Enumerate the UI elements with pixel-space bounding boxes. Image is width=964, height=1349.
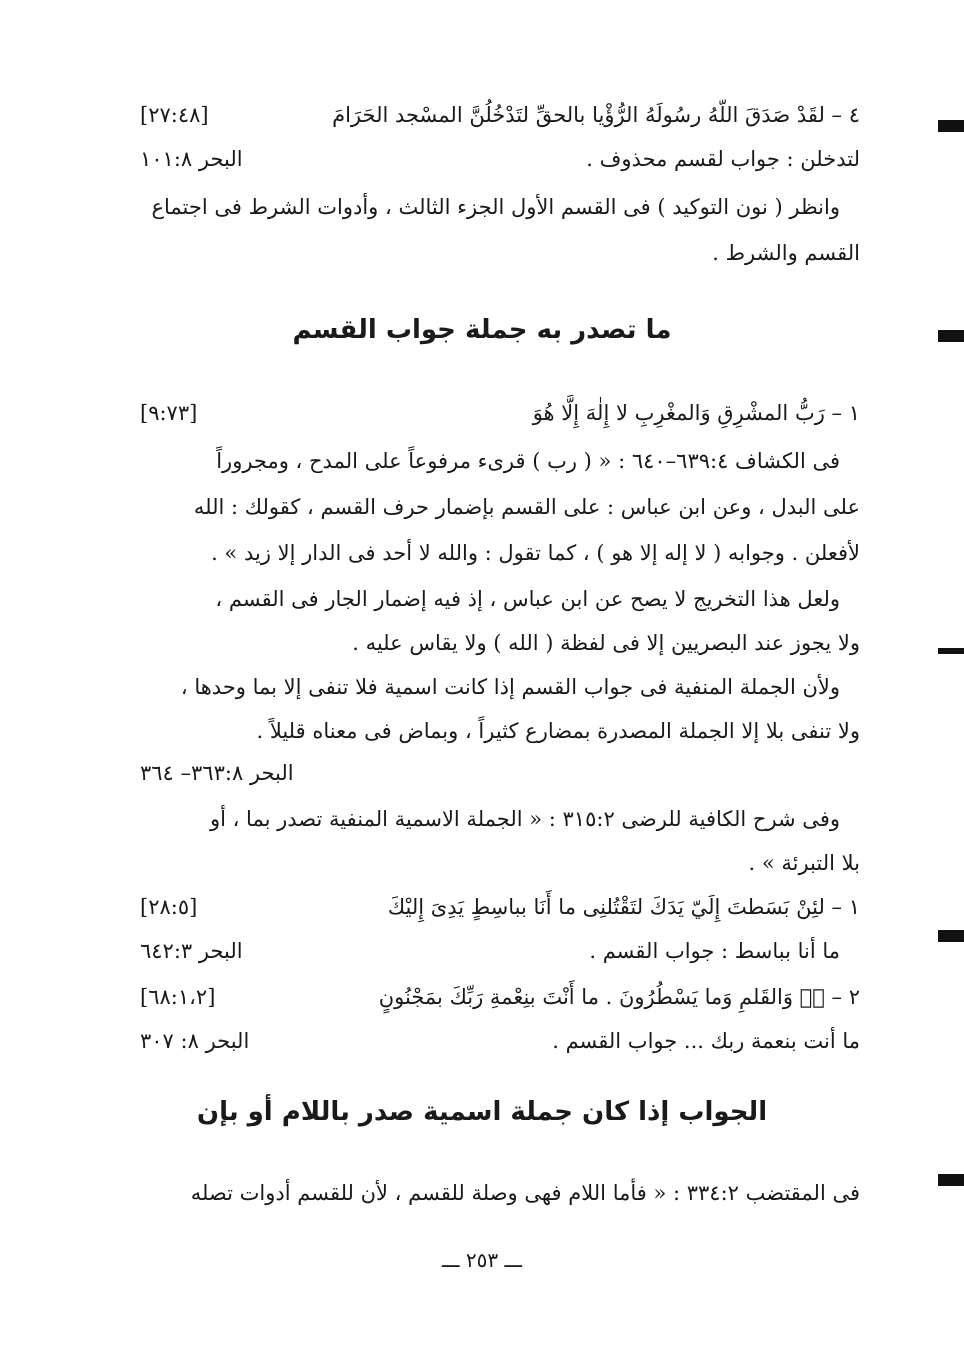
text-line: بلا التبرئة » .	[748, 851, 860, 875]
text-line: فى المقتضب ٣٣٤:٢ : « فأما اللام فهى وصلة للقسم ، لأن للقسم أدوات تصله	[190, 1181, 860, 1205]
scan-edge-mark	[938, 330, 964, 342]
text-line: وفى شرح الكافية للرضى ٣١٥:٢ : « الجملة الاسمية المنفية تصدر بما ، أو	[209, 807, 840, 831]
source-reference: البحر ٣٦٣:٨– ٣٦٤	[140, 761, 294, 785]
text-line: ما أنت بنعمة ربك ... جواب القسم .	[552, 1029, 860, 1053]
text-line: وانظر ( نون التوكيد ) فى القسم الأول الجزء الثالث ، وأدوات الشرط فى اجتماع	[151, 195, 840, 219]
text-line: ولأن الجملة المنفية فى جواب القسم إذا كانت اسمية فلا تنفى إلا بما وحدها ،	[180, 675, 840, 699]
verse-reference: [٦٨:١،٢]	[140, 985, 216, 1009]
verse-reference: [٢٧:٤٨]	[140, 103, 209, 127]
text-line: ولعل هذا التخريج لا يصح عن ابن عباس ، إذ فيه إضمار الجار فى القسم ،	[215, 587, 840, 611]
source-reference: البحر ٦٤٢:٣	[140, 939, 243, 963]
source-reference: البحر ٨: ٣٠٧	[140, 1029, 250, 1053]
text-line: لأفعلن . وجوابه ( لا إله إلا هو ) ، كما تقول : والله لا أحد فى الدار إلا زيد » .	[211, 541, 860, 565]
scan-edge-mark	[938, 648, 964, 654]
page-number: ـــ ٢٥٣ ـــ	[441, 1248, 523, 1272]
verse-line: ١ – رَبُّ المشْرِقِ وَالمغْرِبِ لا إِلٰهَ إِلَّا هُوَ	[532, 401, 860, 425]
text-line: ولا يجوز عند البصريين إلا فى لفظة ( الله ) ولا يقاس عليه .	[352, 631, 860, 655]
text-line: القسم والشرط .	[712, 241, 860, 265]
text-line: ولا تنفى بلا إلا الجملة المصدرة بمضارع كثيراً ، وبماض فى معناه قليلاً .	[256, 719, 860, 743]
verse-line: ٤ – لقَدْ صَدَقَ اللّهُ رسُولَهُ الرُّؤْيا بالحقِّ لتَدْخُلُنَّ المسْجد الحَرَامَ	[332, 103, 860, 127]
text-line: ما أنا بباسط : جواب القسم .	[589, 939, 840, 963]
source-reference: البحر ١٠١:٨	[140, 147, 243, 171]
section-heading: الجواب إذا كان جملة اسمية صدر باللام أو بإن	[196, 1097, 768, 1127]
text-line: على البدل ، وعن ابن عباس : على القسم بإضمار حرف القسم ، كقولك : الله	[193, 495, 860, 519]
verse-line: ٢ – نۤ وَالقَلمِ وَما يَسْطُرُونَ . ما أَنْتَ بنِعْمةِ رَبِّكَ بمَجْنُونٍ	[378, 985, 860, 1009]
verse-reference: [٢٨:٥]	[140, 895, 198, 919]
scan-edge-mark	[938, 1174, 964, 1186]
scan-edge-mark	[938, 930, 964, 942]
text-line: فى الكشاف ٦٣٩:٤–٦٤٠ : « ( رب ) قرىء مرفوعاً على المدح ، ومجروراً	[216, 449, 840, 473]
verse-reference: [٩:٧٣]	[140, 401, 198, 425]
scan-edge-mark	[938, 120, 964, 132]
text-line: لتدخلن : جواب لقسم محذوف .	[586, 147, 860, 171]
section-heading: ما تصدر به جملة جواب القسم	[292, 315, 672, 345]
verse-line: ١ – لئِنْ بَسَطتَ إِلَيّ يَدَكَ لتَقْتُلنِى ما أَنَا بباسِطٍ يَدِىَ إِليْكَ	[387, 895, 860, 919]
